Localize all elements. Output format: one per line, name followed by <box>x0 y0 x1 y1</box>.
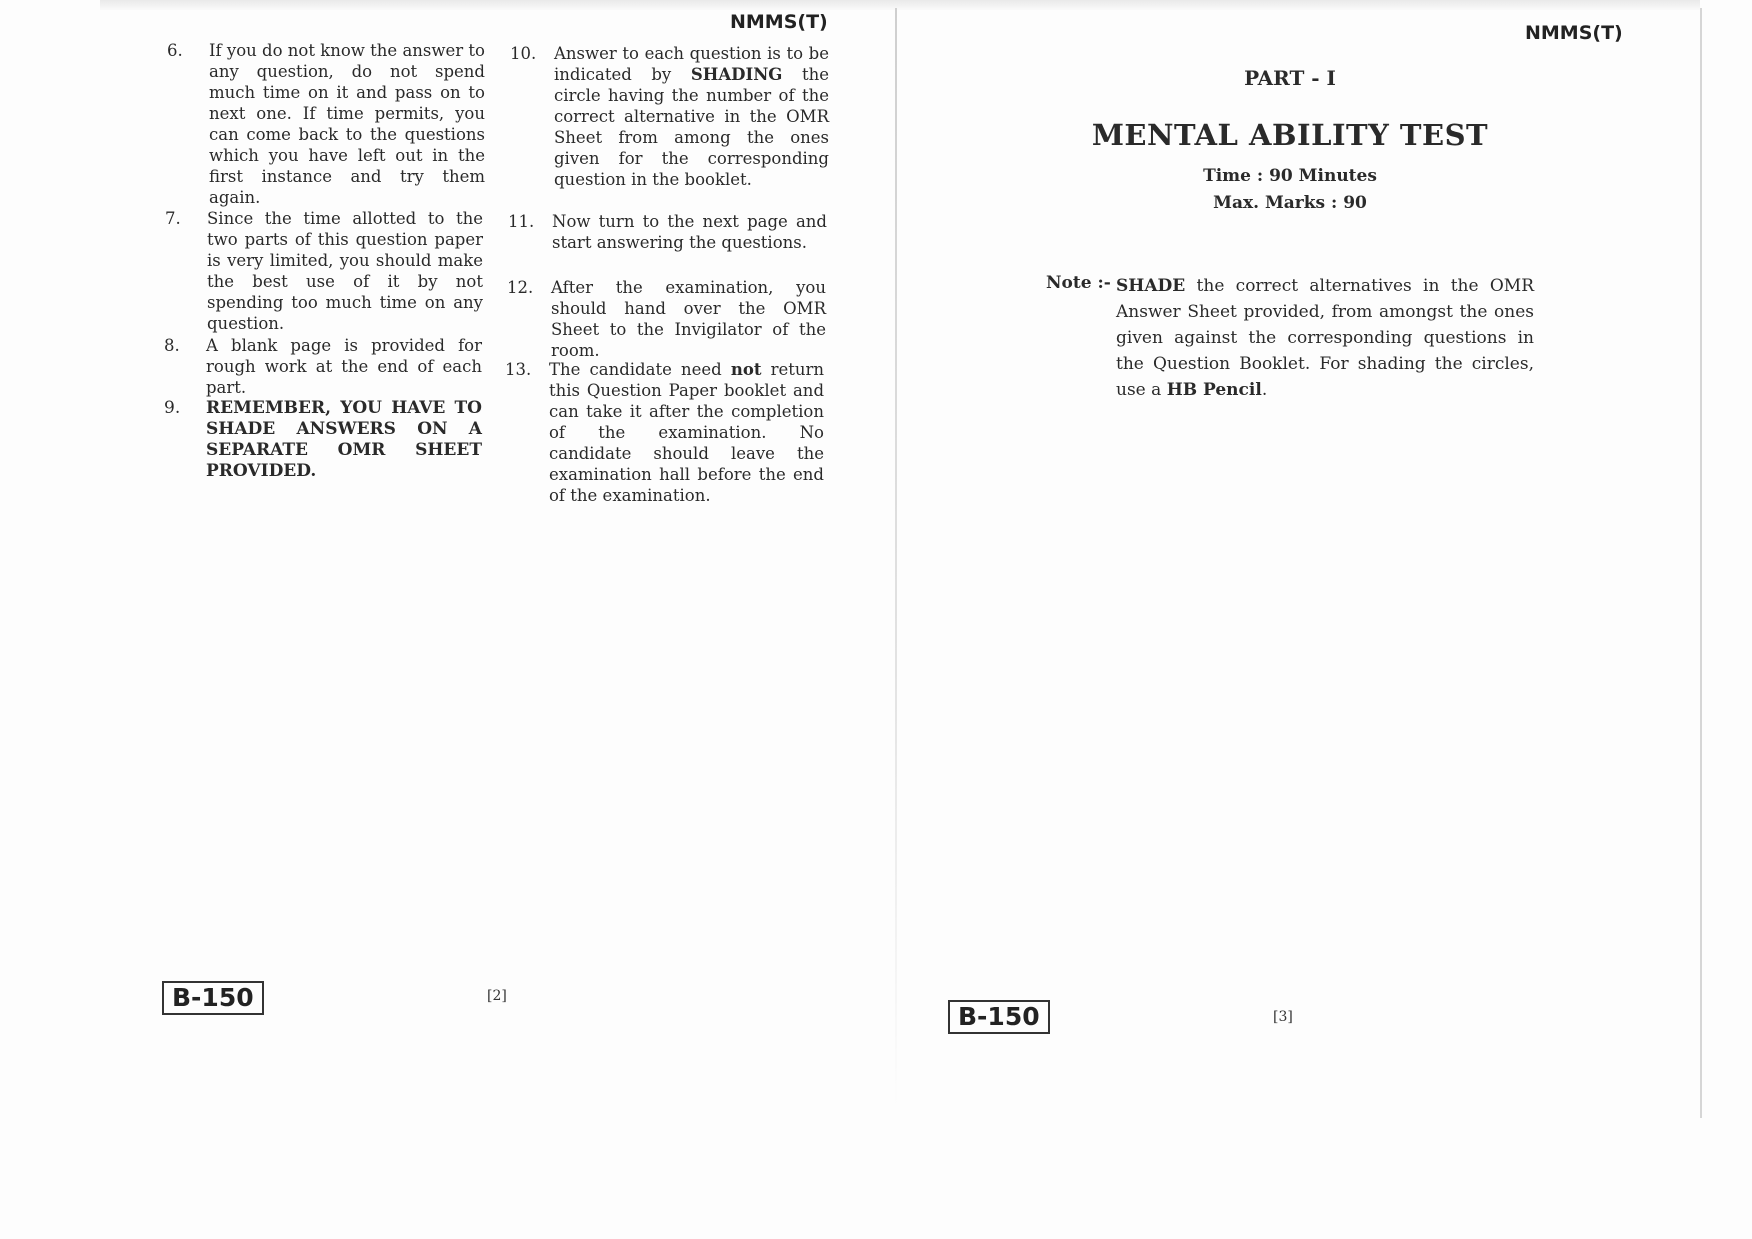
instruction-8 <box>164 335 482 398</box>
part-title: PART - I <box>1244 66 1336 90</box>
instruction-text: Answer to each question is to be indicated by <box>554 44 829 84</box>
instruction-text: the circle having the number of the correct alternative in the OMR Sheet from among the ones given for the corresponding question in the booklet. <box>554 65 829 189</box>
instruction-number: 9. <box>164 398 181 418</box>
instruction-number: 13. <box>505 360 532 379</box>
instruction-13 <box>505 359 824 506</box>
instruction-text: The candidate need <box>549 360 731 379</box>
instruction-7 <box>165 208 483 334</box>
instruction-10 <box>510 43 829 190</box>
scan-top-strip <box>100 0 1700 10</box>
note-label: Note :- <box>1046 273 1111 293</box>
note-emphasis: HB Pencil <box>1166 380 1262 400</box>
instruction-text: return this Question Paper booklet and can take it after the completion of the examination. No candidate should leave the examination hall before the end of the examination. <box>549 360 824 505</box>
instruction-text: A blank page is provided for rough work at the end of each part. <box>206 336 482 397</box>
right-booklet-code: B-150 <box>948 1000 1050 1034</box>
instruction-number: 10. <box>510 44 537 63</box>
instruction-text: If you do not know the answer to any question, do not spend much time on it and pass on to next one. If time permits, you can come back to the questions which you have left out in the first instance and try them again. <box>209 41 485 207</box>
instruction-11 <box>508 211 827 253</box>
instruction-emphasis: not <box>730 360 762 379</box>
instruction-number: 7. <box>165 209 181 228</box>
note-text <box>1116 273 1534 403</box>
instruction-text: Since the time allotted to the two parts of this question paper is very limited, you should make the best use of it by not spending too much time on any question. <box>207 209 483 333</box>
instruction-text: Now turn to the next page and start answering the questions. <box>552 212 827 252</box>
page-fold <box>895 8 897 1108</box>
note-emphasis: SHADE <box>1116 276 1186 296</box>
instruction-text: After the examination, you should hand over the OMR Sheet to the Invigilator of the room. <box>551 278 826 360</box>
instruction-emphasis: SHADING <box>690 65 783 84</box>
time-allowed: Time : 90 Minutes <box>1203 166 1377 186</box>
test-title: MENTAL ABILITY TEST <box>1091 118 1489 152</box>
page-edge <box>1700 8 1702 1118</box>
instruction-text: REMEMBER, YOU HAVE TO SHADE ANSWERS ON A SEPARATE OMR SHEET PROVIDED. <box>206 398 482 481</box>
left-page-number: [2] <box>487 988 507 1004</box>
note-body: the correct alternatives in the OMR Answer Sheet provided, from amongst the ones given against the corresponding questions in the Question Booklet. For shading the circles, use a <box>1116 276 1534 400</box>
note-end: . <box>1261 380 1268 400</box>
left-header-code: NMMS(T) <box>730 11 828 33</box>
instruction-number: 6. <box>167 41 183 60</box>
instruction-12 <box>507 277 826 361</box>
instruction-number: 8. <box>164 336 180 355</box>
left-booklet-code: B-150 <box>162 981 264 1015</box>
instruction-6 <box>167 40 485 208</box>
instruction-9 <box>164 398 482 482</box>
instruction-number: 11. <box>508 212 535 231</box>
right-header-code: NMMS(T) <box>1525 22 1623 44</box>
instruction-number: 12. <box>507 278 534 297</box>
right-page-number: [3] <box>1273 1009 1293 1025</box>
max-marks: Max. Marks : 90 <box>1213 193 1367 213</box>
